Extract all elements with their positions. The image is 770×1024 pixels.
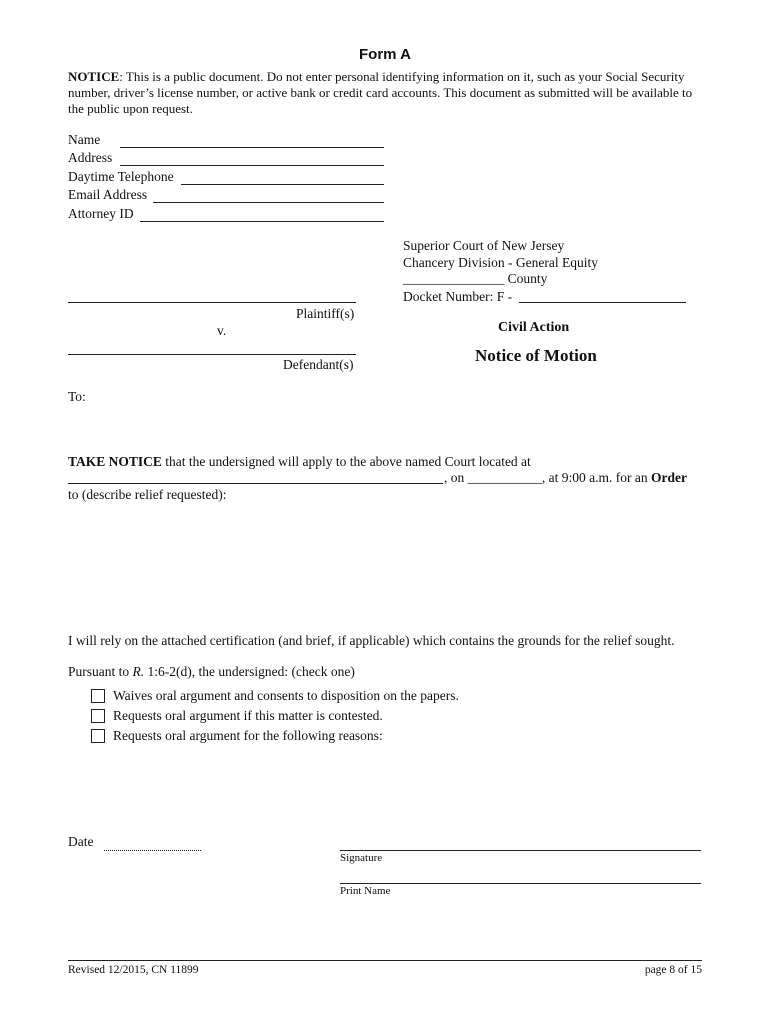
- option-waive-label: Waives oral argument and consents to disposition on the papers.: [113, 688, 459, 703]
- county-line: [403, 271, 547, 287]
- form-title: Form A: [359, 46, 411, 63]
- address-label: Address: [68, 150, 113, 165]
- attorney-id-label: Attorney ID: [68, 206, 134, 221]
- date-field[interactable]: [104, 850, 201, 851]
- pursuant-suffix: 1:6-2(d), the undersigned: (check one): [144, 664, 355, 679]
- date-label: Date: [68, 834, 94, 849]
- request-oral-argument-contested-checkbox[interactable]: [91, 709, 105, 723]
- daytime-telephone-field[interactable]: [181, 184, 384, 185]
- civil-action-label: Civil Action: [498, 320, 570, 335]
- print-name-field[interactable]: [340, 883, 701, 884]
- page-number: page 8 of 15: [644, 964, 702, 976]
- defendant-label: Defendant(s): [283, 357, 354, 372]
- pursuant-text: [68, 664, 355, 680]
- footer-divider: [68, 960, 702, 961]
- court-name: Superior Court of New Jersey: [403, 238, 565, 253]
- hearing-date-field[interactable]: ___________: [467, 470, 542, 485]
- to-label: To:: [68, 389, 86, 404]
- revision-info: Revised 12/2015, CN 11899: [68, 964, 199, 976]
- time-text: , at 9:00 a.m. for an: [541, 470, 648, 485]
- print-name-label: Print Name: [340, 885, 391, 897]
- relief-requested-label: to (describe relief requested):: [68, 487, 227, 502]
- email-address-field[interactable]: [153, 202, 384, 203]
- rely-text: I will rely on the attached certification (and brief, if applicable) which contains the grounds for the relief sought.: [68, 633, 675, 648]
- plaintiff-label: Plaintiff(s): [296, 306, 355, 321]
- county-label: County: [507, 271, 548, 286]
- document-title: Notice of Motion: [475, 346, 597, 365]
- pursuant-prefix: Pursuant to: [68, 664, 130, 679]
- court-division: Chancery Division - General Equity: [403, 255, 598, 270]
- county-blank[interactable]: _______________: [403, 271, 505, 286]
- request-oral-argument-reasons-checkbox[interactable]: [91, 729, 105, 743]
- on-label: , on: [444, 470, 465, 485]
- order-label: Order: [650, 470, 687, 485]
- defendant-field[interactable]: [68, 354, 356, 355]
- docket-number-label: Docket Number: F -: [403, 289, 513, 304]
- take-notice-text: that the undersigned will apply to the above named Court located at: [161, 454, 531, 469]
- option-contested-label: Requests oral argument if this matter is contested.: [113, 708, 383, 723]
- name-label: Name: [68, 132, 101, 147]
- rule-label: R.: [132, 664, 145, 679]
- signature-label: Signature: [340, 852, 383, 864]
- daytime-telephone-label: Daytime Telephone: [68, 169, 174, 184]
- court-location-field[interactable]: [68, 483, 443, 484]
- plaintiff-field[interactable]: [68, 302, 356, 303]
- notice-text: : This is a public document. Do not enter personal identifying information on it, such as your Social Security number, driver’s license number, or active bank or credit card accounts. This document as submitted will be available to the public upon request.: [68, 69, 693, 116]
- take-notice-label: TAKE NOTICE: [68, 454, 162, 469]
- signature-field[interactable]: [340, 850, 701, 851]
- name-field[interactable]: [120, 147, 384, 148]
- docket-number-field[interactable]: [519, 302, 686, 303]
- take-notice-line1: [68, 454, 531, 470]
- address-field[interactable]: [120, 165, 384, 166]
- waive-oral-argument-checkbox[interactable]: [91, 689, 105, 703]
- option-reasons-label: Requests oral argument for the following reasons:: [113, 728, 383, 743]
- notice-label: NOTICE: [68, 69, 120, 84]
- take-notice-line2: [444, 470, 687, 486]
- versus-label: v.: [217, 323, 227, 338]
- attorney-id-field[interactable]: [140, 221, 384, 222]
- public-notice: [68, 69, 708, 117]
- email-address-label: Email Address: [68, 187, 148, 202]
